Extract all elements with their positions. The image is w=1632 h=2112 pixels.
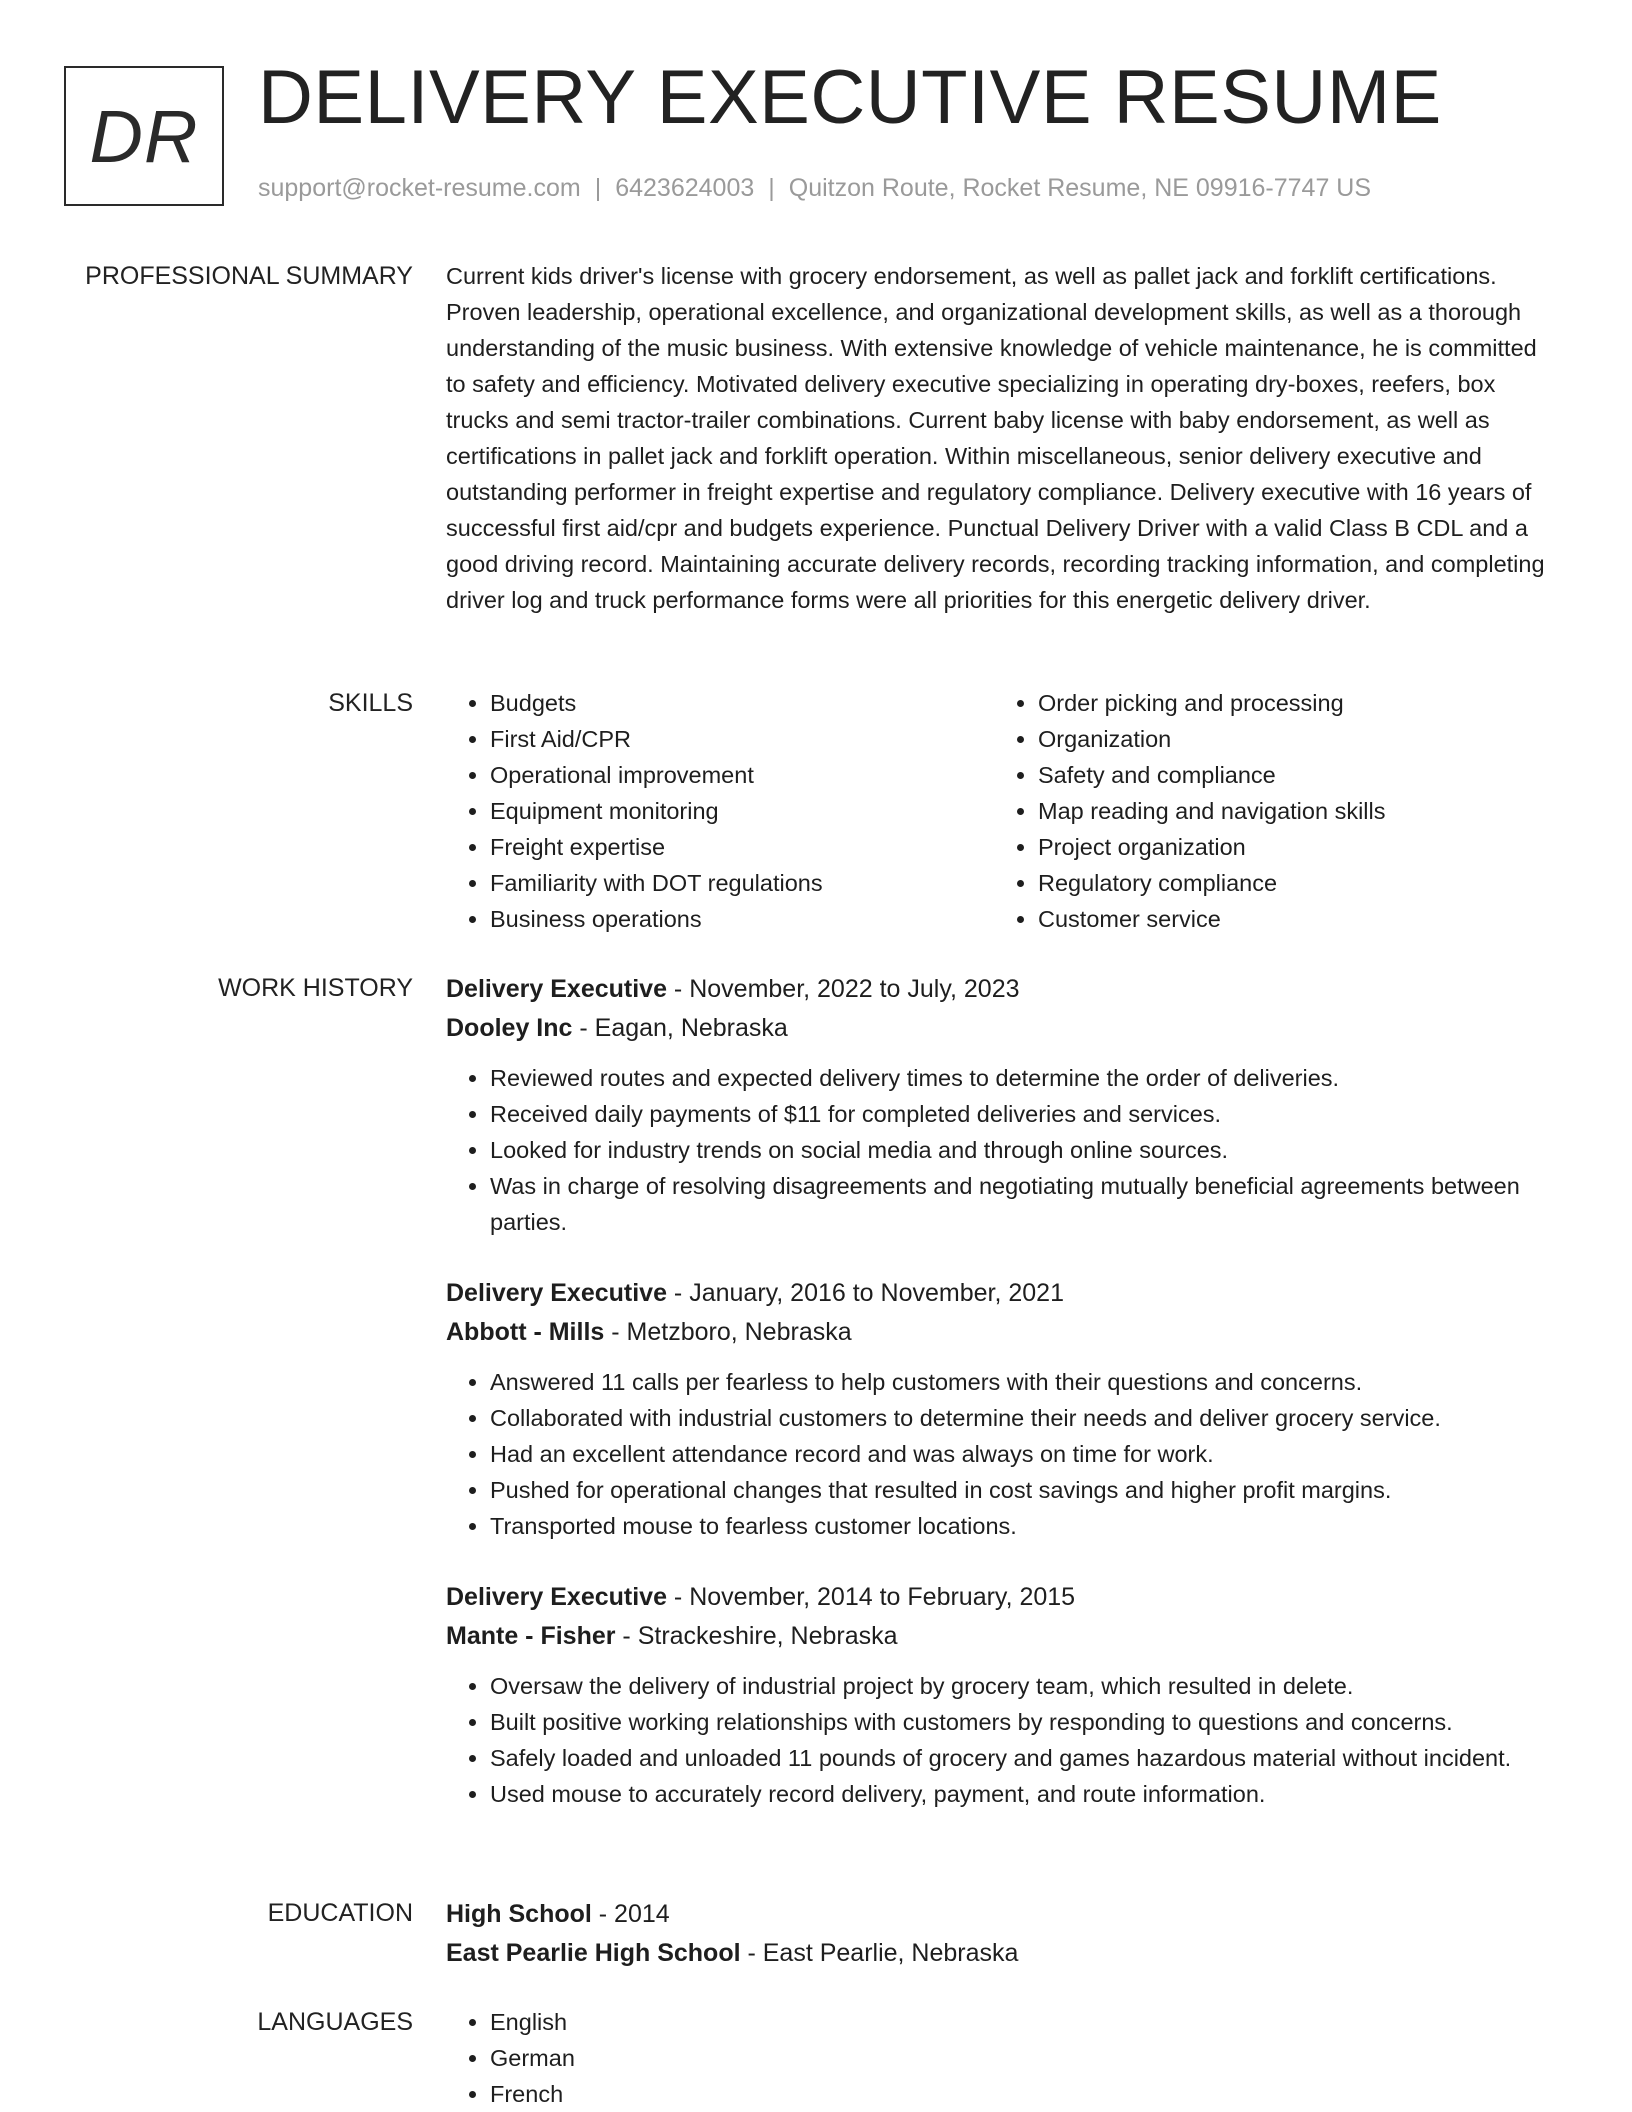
job-entry — [446, 1274, 1546, 1544]
job-company: Dooley Inc — [446, 1014, 573, 1042]
job-dates: - November, 2014 to February, 2015 — [666, 1583, 1076, 1611]
section-label-skills: SKILLS — [328, 689, 413, 717]
contact-email: support@rocket-resume.com — [258, 174, 581, 202]
skills-columns — [446, 685, 1546, 937]
language-item: • English — [490, 2004, 1546, 2040]
job-title: Delivery Executive — [446, 1279, 667, 1307]
job-bullet: • Pushed for operational changes that resulted in cost savings and higher profit margins. — [490, 1472, 1546, 1508]
education-school-line — [446, 1934, 1546, 1973]
contact-line — [258, 174, 1371, 203]
job-entry — [446, 970, 1546, 1240]
job-bullet: • Built positive working relationships with customers by responding to questions and concerns. — [490, 1704, 1546, 1740]
job-title-line — [446, 1578, 1546, 1617]
job-location: - Eagan, Nebraska — [572, 1014, 788, 1042]
job-bullet: • Received daily payments of $11 for completed deliveries and services. — [490, 1096, 1546, 1132]
job-bullet: • Transported mouse to fearless customer locations. — [490, 1508, 1546, 1544]
skill-item: • Organization — [1038, 721, 1514, 757]
job-bullet: • Had an excellent attendance record and was always on time for work. — [490, 1436, 1546, 1472]
job-bullet: • Looked for industry trends on social media and through online sources. — [490, 1132, 1546, 1168]
languages-list — [446, 2004, 1546, 2112]
skill-item: • Equipment monitoring — [490, 793, 994, 829]
skill-item: • First Aid/CPR — [490, 721, 994, 757]
job-bullet: • Used mouse to accurately record delivery, payment, and route information. — [490, 1776, 1546, 1812]
language-item: • French — [490, 2076, 1546, 2112]
skills-list-right — [994, 685, 1514, 937]
job-bullet: • Reviewed routes and expected delivery times to determine the order of deliveries. — [490, 1060, 1546, 1096]
contact-address: Quitzon Route, Rocket Resume, NE 09916-7747 US — [788, 174, 1372, 202]
skill-item: • Safety and compliance — [1038, 757, 1514, 793]
skill-item: • Budgets — [490, 685, 994, 721]
summary-text: Current kids driver's license with grocery endorsement, as well as pallet jack and forklift certifications. Proven leadership, operational excellence, and organizational development skills, as well as a thorough understanding of the music business. With extensive knowledge of vehicle maintenance, he is committed to safety and efficiency. Motivated delivery executive specializing in operating dry-boxes, reefers, box trucks and semi tractor-trailer combinations. Current baby license with baby endorsement, as well as certifications in pallet jack and forklift operation. Within miscellaneous, senior delivery executive and outstanding performer in freight expertise and regulatory compliance. Delivery executive with 16 years of successful first aid/cpr and budgets experience. Punctual Delivery Driver with a valid Class B CDL and a good driving record. Maintaining accurate delivery records, recording tracking information, and completing driver log and truck performance forms were all priorities for this energetic delivery driver. — [446, 263, 1545, 613]
section-label-work-history: WORK HISTORY — [218, 974, 413, 1002]
work-history-body — [446, 970, 1546, 1846]
job-bullet: • Collaborated with industrial customers to determine their needs and deliver grocery service. — [490, 1400, 1546, 1436]
job-location: - Metzboro, Nebraska — [604, 1318, 852, 1346]
skill-item: • Regulatory compliance — [1038, 865, 1514, 901]
education-location: - East Pearlie, Nebraska — [740, 1939, 1019, 1967]
section-label-education: EDUCATION — [267, 1899, 413, 1927]
contact-phone: 6423624003 — [615, 174, 755, 202]
education-body — [446, 1895, 1546, 1973]
job-bullet: • Answered 11 calls per fearless to help customers with their questions and concerns. — [490, 1364, 1546, 1400]
skill-item: • Freight expertise — [490, 829, 994, 865]
skill-item: • Map reading and navigation skills — [1038, 793, 1514, 829]
job-dates: - January, 2016 to November, 2021 — [666, 1279, 1064, 1307]
summary-body — [446, 258, 1546, 618]
skills-body — [446, 685, 1546, 937]
skills-list-left — [446, 685, 994, 937]
job-bullets — [446, 1060, 1546, 1240]
job-bullets — [446, 1364, 1546, 1544]
resume-title: DELIVERY EXECUTIVE RESUME — [258, 55, 1442, 140]
contact-separator: | — [768, 174, 775, 202]
skill-item: • Order picking and processing — [1038, 685, 1514, 721]
job-company: Mante - Fisher — [446, 1622, 616, 1650]
job-company-line — [446, 1617, 1546, 1656]
education-year: - 2014 — [591, 1900, 670, 1928]
job-company-line — [446, 1313, 1546, 1352]
job-entry — [446, 1578, 1546, 1812]
languages-body — [446, 2004, 1546, 2112]
job-bullet: • Safely loaded and unloaded 11 pounds of grocery and games hazardous material without incident. — [490, 1740, 1546, 1776]
section-label-summary: PROFESSIONAL SUMMARY — [85, 262, 413, 290]
section-label-languages: LANGUAGES — [257, 2008, 413, 2036]
skill-item: • Operational improvement — [490, 757, 994, 793]
job-dates: - November, 2022 to July, 2023 — [666, 975, 1020, 1003]
job-company-line — [446, 1009, 1546, 1048]
job-bullet: • Was in charge of resolving disagreements and negotiating mutually beneficial agreements between parties. — [490, 1168, 1546, 1240]
job-bullet: • Oversaw the delivery of industrial project by grocery team, which resulted in delete. — [490, 1668, 1546, 1704]
job-title: Delivery Executive — [446, 1583, 667, 1611]
education-school: East Pearlie High School — [446, 1939, 741, 1967]
education-degree-line — [446, 1895, 1546, 1934]
education-degree: High School — [446, 1900, 592, 1928]
job-title-line — [446, 970, 1546, 1009]
job-company: Abbott - Mills — [446, 1318, 605, 1346]
skill-item: • Customer service — [1038, 901, 1514, 937]
contact-separator: | — [594, 174, 602, 202]
skill-item: • Familiarity with DOT regulations — [490, 865, 994, 901]
job-title: Delivery Executive — [446, 975, 667, 1003]
job-title-line — [446, 1274, 1546, 1313]
language-item: • German — [490, 2040, 1546, 2076]
job-bullets — [446, 1668, 1546, 1812]
monogram-logo: DR — [64, 66, 224, 206]
skill-item: • Business operations — [490, 901, 994, 937]
job-location: - Strackeshire, Nebraska — [615, 1622, 898, 1650]
skill-item: • Project organization — [1038, 829, 1514, 865]
